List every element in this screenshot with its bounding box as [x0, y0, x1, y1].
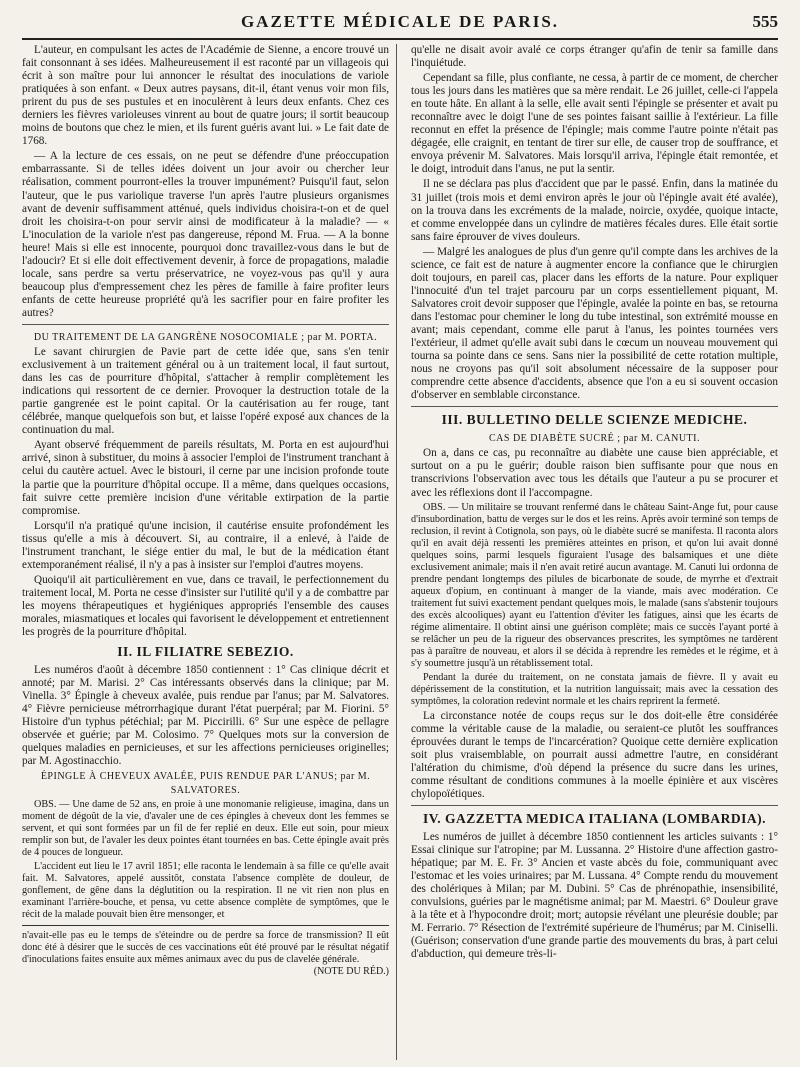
- right-paragraph-1: qu'elle ne disait avoir avalé ce corps étranger qu'afin de tenir sa famille dans l'inquiétude.: [411, 44, 778, 70]
- right-paragraph-5: On a, dans ce cas, pu reconnaître au diabète une cause bien appréciable, et surtout on a pu le guérir; double raison bien suffisante pour que nous en transcrivions l'observation avec tous les détails que l'auteur a pu se procurer et avec les réflexions dont il l'accompagne.: [411, 447, 778, 499]
- page-header: [22, 12, 778, 36]
- header-rule: [22, 38, 778, 40]
- right-paragraph-7: Pendant la durée du traitement, on ne constata jamais de fièvre. Il y avait eu dépérissement de la constitution, et la nutrition languissait; mais avec la cessation des symptômes, la coloration redevint normale et les chairs reprirent la fermeté.: [411, 671, 778, 707]
- divider: [411, 406, 778, 407]
- subheading-gangrene: DU TRAITEMENT DE LA GANGRÈNE NOSOCOMIALE ; par M. PORTA.: [33, 331, 378, 343]
- left-paragraph-4: Ayant observé fréquemment de pareils résultats, M. Porta en est aujourd'hui arrivé, sinon à substituer, du moins à associer l'emploi de l'instrument tranchant à celui du cautère actuel. Avec le bistouri, il cerne par une incision profonde toute la partie que la pourriture d'hôpital occupe. Il a même, dans quelques occasions, fait suivre cette première incision d'une véritable extirpation de la partie compromise.: [22, 439, 389, 517]
- left-paragraph-1: L'auteur, en compulsant les actes de l'Académie de Sienne, a encore trouvé un fait consonnant à ses idées. Malheureusement il est raconté par un villageois qui écrit à son maître pour lui annoncer le résultat des inoculations de variole pratiquées à son enfant. « Deux autres paysans, dit-il, étant venus voir mon fils, prirent du pus de ses pustules et en inoculèrent à leurs deux enfants. Chez ces derniers les fièvres varioleuses vinrent au bout de quatre jours; il sortit beaucoup moins de boutons que chez le mien, et ils furent guéris avant lui. » Le fait date de 1768.: [22, 44, 389, 148]
- footnote-rule: [22, 925, 389, 926]
- right-paragraph-3: Il ne se déclara pas plus d'accident que par le passé. Enfin, dans la matinée du 31 juillet (trois mois et demi environ après le jour où l'épingle avait été avalée), on la trouva dans les excréments de la malade, noircie, oxydée, quoique intacte, et comme enveloppée dans un cylindre de matières fécales dures. Elle était sortie sans faire éprouver de vives douleurs.: [411, 178, 778, 243]
- section-heading-filiatre: II. IL FILIATRE SEBEZIO.: [117, 644, 294, 660]
- left-paragraph-6: Quoiqu'il ait particulièrement en vue, dans ce travail, le perfectionnement du traitement local, M. Porta ne cesse d'insister sur l'utilité qu'il y a de combattre par les moyens thérapeutiques et hygiéniques appropriés l'ensemble des causes morales, miasmatiques et locales qui favorisent le développement et entretiennent les progrès de la pourriture d'hôpital.: [22, 573, 389, 639]
- left-paragraph-2: — A la lecture de ces essais, on ne peut se défendre d'une préoccupation embarrassante. Si de telles idées doivent un jour avoir ou chercher leur réalisation, comment pourront-elles la trouver impunément? Puisqu'il faut, selon l'auteur, que le pus variolique traverse l'un après l'autre plusieurs organismes avant de devenir suffisamment atténué, quels individus choisira-t-on et de quel droit les choisira-t-on pour servir ainsi de modificateur à la maladie? — « L'inoculation de la variole n'est pas dangereuse, répond M. Frua. — A la bonne heure! Mais si elle est innocente, pourquoi donc travaillez-vous dans le but de l'adoucir? Et si elle doit effectivement devenir, à force de propagations, maladie locale, sans perdre sa vertu préservatrice, ne voyez-vous pas qu'il y aura beaucoup plus d'empressement chez les pères de famille à faire profiter leurs enfants de cette heureuse propriété qu'à les sacrifier pour en faire profiter les autres?: [22, 150, 389, 319]
- divider: [22, 324, 389, 325]
- left-paragraph-8: OBS. — Une dame de 52 ans, en proie à une monomanie religieuse, imagina, dans un moment de dégoût de la vie, d'avaler une de ces épingles à cheveux dont les femmes se servent, et qui sont formées par un fil de fer replié en deux. Elle eut soin, pour mieux remplir son but, de l'avaler les deux pointes étant tournées en bas. Cette épingle avait près de 4 pouces de longueur.: [22, 798, 389, 858]
- right-paragraph-6: OBS. — Un militaire se trouvant renfermé dans le château Saint-Ange fut, pour cause d'insubordination, battu de verges sur le dos et les reins. Après avoir terminé son temps de reclusion, il revint à Cotignola, son pays, où le diabète sucré se manifesta. Il raconta alors qu'il en avait déjà ressenti les premières atteintes en prison, et qu'on lui avait donné quelques soins, parmi lesquels figuraient l'usage des balsamiques et une diète exclusivement animale; mais il n'en avait retiré aucun avantage. M. Canuti lui ordonna de prendre pendant longtemps des pilules de bicarbonate de soude, de myrrhe et d'extrait aqueux d'opium, en continuant à manger de la viande, mais avec modération. Ce traitement fut suivi exactement pendant quelques mois, le malade (sans s'abstenir toujours des excès alcooliques) ayant eu l'attention d'éviter les fatigues, ainsi que les écarts de régime alimentaire. Il obtint ainsi une guérison complète; mais ce succès l'ayant porté à se relâcher un peu de la rigueur des observances prescrites, les symptômes ne tardèrent pas à paraître de nouveau, et alors il se décida à reprendre les remèdes et le régime, et à s'y soumettre jusqu'à un rétablissement total.: [411, 501, 778, 669]
- column-rule: [396, 44, 397, 1060]
- subheading-diabete: CAS DE DIABÈTE SUCRÉ ; par M. CANUTI.: [489, 433, 700, 445]
- subheading-epingle: ÉPINGLE À CHEVEUX AVALÉE, PUIS RENDUE PAR L'ANUS; par M. SALVATORES.: [40, 771, 371, 796]
- right-paragraph-2: Cependant sa fille, plus confiante, ne cessa, à partir de ce moment, de chercher tous les jours dans les matières que sa mère rendait. Le 26 juillet, celle-ci l'appela en toute hâte. En allant à la selle, elle avait senti l'épingle se présenter et avait pu reconnaître avec le doigt l'une de ses pointes faisant saillie à l'extérieur. La fille reconnut en effet la présence de l'épingle; mais comme l'autre pointe n'était pas dégagée, elle craignit, en tentant de tirer sur elle, de causer trop de souffrance, et envoya prévenir M. Salvatores. Mais lorsqu'il arriva, l'épingle était remontée, et le doigt, introduit dans l'anus, ne put la sentir.: [411, 72, 778, 176]
- left-paragraph-3: Le savant chirurgien de Pavie part de cette idée que, sans s'en tenir exclusivement à un traitement général ou à un traitement local, il faut surtout, dans les cas de pourriture d'hôpital, s'attacher à remplir complètement les indications qui ressortent de ce dernier. Provoquer la destruction totale de la partie gangrenée est le point capital. Or la cautérisation au fer rouge, tant célébrée, manque quelquefois son but, et laisse l'opéré exposé aux chances de la continuation du mal.: [22, 346, 389, 437]
- right-paragraph-9: Les numéros de juillet à décembre 1850 contiennent les articles suivants : 1° Essai clinique sur l'atropine; par M. Lussanna. 2° Histoire d'une affection gastro-hépatique; par M. E. Fr. 3° Ancien et vaste abcès du foie, communiquant avec l'estomac et les voies urinaires; par M. Lussana. 4° Compte rendu du mouvement des cholériques à Milan; par M. Dubini. 5° Cas de phrénopathie, insensibilité, convulsions, guéries par le magnétisme animal; par M. Maestri. 6° Douleur grave à la tête et à l'hypocondre droit; mort; autopsie révélant une pleurésie double; par M. Ferrario. 7° Résection de l'extrémité supérieure de l'humérus; par M. Ciniselli. (Guérison; conservation d'une grande partie des mouvements du bras, à part celui d'abduction, qui demeure très-li-: [411, 830, 778, 961]
- section-heading-gazzetta: IV. GAZZETTA MEDICA ITALIANA (LOMBARDIA).: [422, 810, 767, 826]
- right-paragraph-4: — Malgré les analogues de plus d'un genre qu'il compte dans les archives de la science, ce fait est de nature à augmenter encore la confiance que le chirurgien doit toujours, en pareil cas, placer dans les efforts de la nature. Pour expliquer l'innocuité d'un tel trajet parcouru par un corps essentiellement piquant, M. Salvatores croit devoir supposer que l'épingle, avalée la pointe en bas, se retourna dans l'estomac pour cheminer le long du tube intestinal, son extrémité mousse en avant; mais cependant, comme elle parut à l'anus, les pointes tournées vers l'extérieur, il admet qu'elle avait subi dans le cœcum un nouveau mouvement qui tourna sa pointe dans ce sens. Sans nier la possibilité de cette rotation multiple, nous ne croyons pas qu'il soit absolument nécessaire de la supposer pour comprendre cette absence d'accidents, absence que l'on a eu si souvent occasion d'observer en semblable circonstance.: [411, 245, 778, 402]
- left-paragraph-5: Lorsqu'il n'a pratiqué qu'une incision, il cautérise ensuite profondément les tissus qu'elle a mis à découvert. Si, au contraire, il a enlevé, à l'aide de l'instrument tranchant, le siége entier du mal, le but de la médication étant extemporanément réalisé, il n'y a pas à insister sur l'emploi d'autres moyens.: [22, 519, 389, 571]
- left-column: [22, 44, 389, 1060]
- section-heading-bulletino: III. BULLETINO DELLE SCIENZE MEDICHE.: [441, 412, 748, 428]
- divider: [411, 805, 778, 806]
- left-paragraph-9: L'accident eut lieu le 17 avril 1851; elle raconta le lendemain à sa fille ce qu'elle avait fait. M. Salvatores, appelé aussitôt, constata l'absence complète de douleur, de gonflement, de gêne dans la déglutition ou la respiration. Il ne vit rien non plus en examinant l'arrière-bouche, et pensa, vu cette absence complète de symptômes, que le récit de la malade pouvait bien être mensonger, et: [22, 860, 389, 920]
- right-paragraph-8: La circonstance notée de coups reçus sur le dos doit-elle être considérée comme la véritable cause de la maladie, ou seraient-ce plutôt les souffrances éprouvées durant le temps de l'incarcération? Quoique cette dernière explication soit plus vraisemblable, on pourrait aussi admettre l'autre, en considérant l'altération du chimisme, d'où dépend la présence du sucre dans les urines, comme résultant de conditions communes à la moelle épinière et aux viscères chylopoïétiques.: [411, 709, 778, 800]
- footnote-text: [22, 929, 389, 977]
- page-number: 555: [752, 12, 778, 31]
- footnote-reference: (NOTE DU RÉD.): [313, 965, 389, 977]
- left-paragraph-7: Les numéros d'août à décembre 1850 contiennent : 1° Cas clinique décrit et annoté; par M. Marisi. 2° Cas intéressants observés dans la clinique; par M. Vinella. 3° Épingle à cheveux avalée, puis rendue par l'anus; par M. Salvatores. 4° Fièvre pernicieuse métrorrhagique durant l'état puerpéral; par M. Fiorini. 5° Histoire d'un typhus pétéchial; par M. Piccirilli. 6° Sur une espèce de pellagre observée et guérie; par M. Colosimo. 7° Quelques mots sur la conversion de quelques maladies en pernicieuses, et sur les affections pernicieuses originelles; par M. Agostinacchio.: [22, 664, 389, 768]
- right-column: [411, 44, 778, 1060]
- running-title: GAZETTE MÉDICALE DE PARIS.: [240, 12, 560, 31]
- footnote-body: n'avait-elle pas eu le temps de s'éteindre ou de perdre sa force de transmission? Il eût donc été à désirer que le succès de ces vaccinations eût été prouvé par le résultat négatif d'inoculations faites ensuite aux mêmes animaux avec du pus de clavelée générale.: [22, 929, 389, 965]
